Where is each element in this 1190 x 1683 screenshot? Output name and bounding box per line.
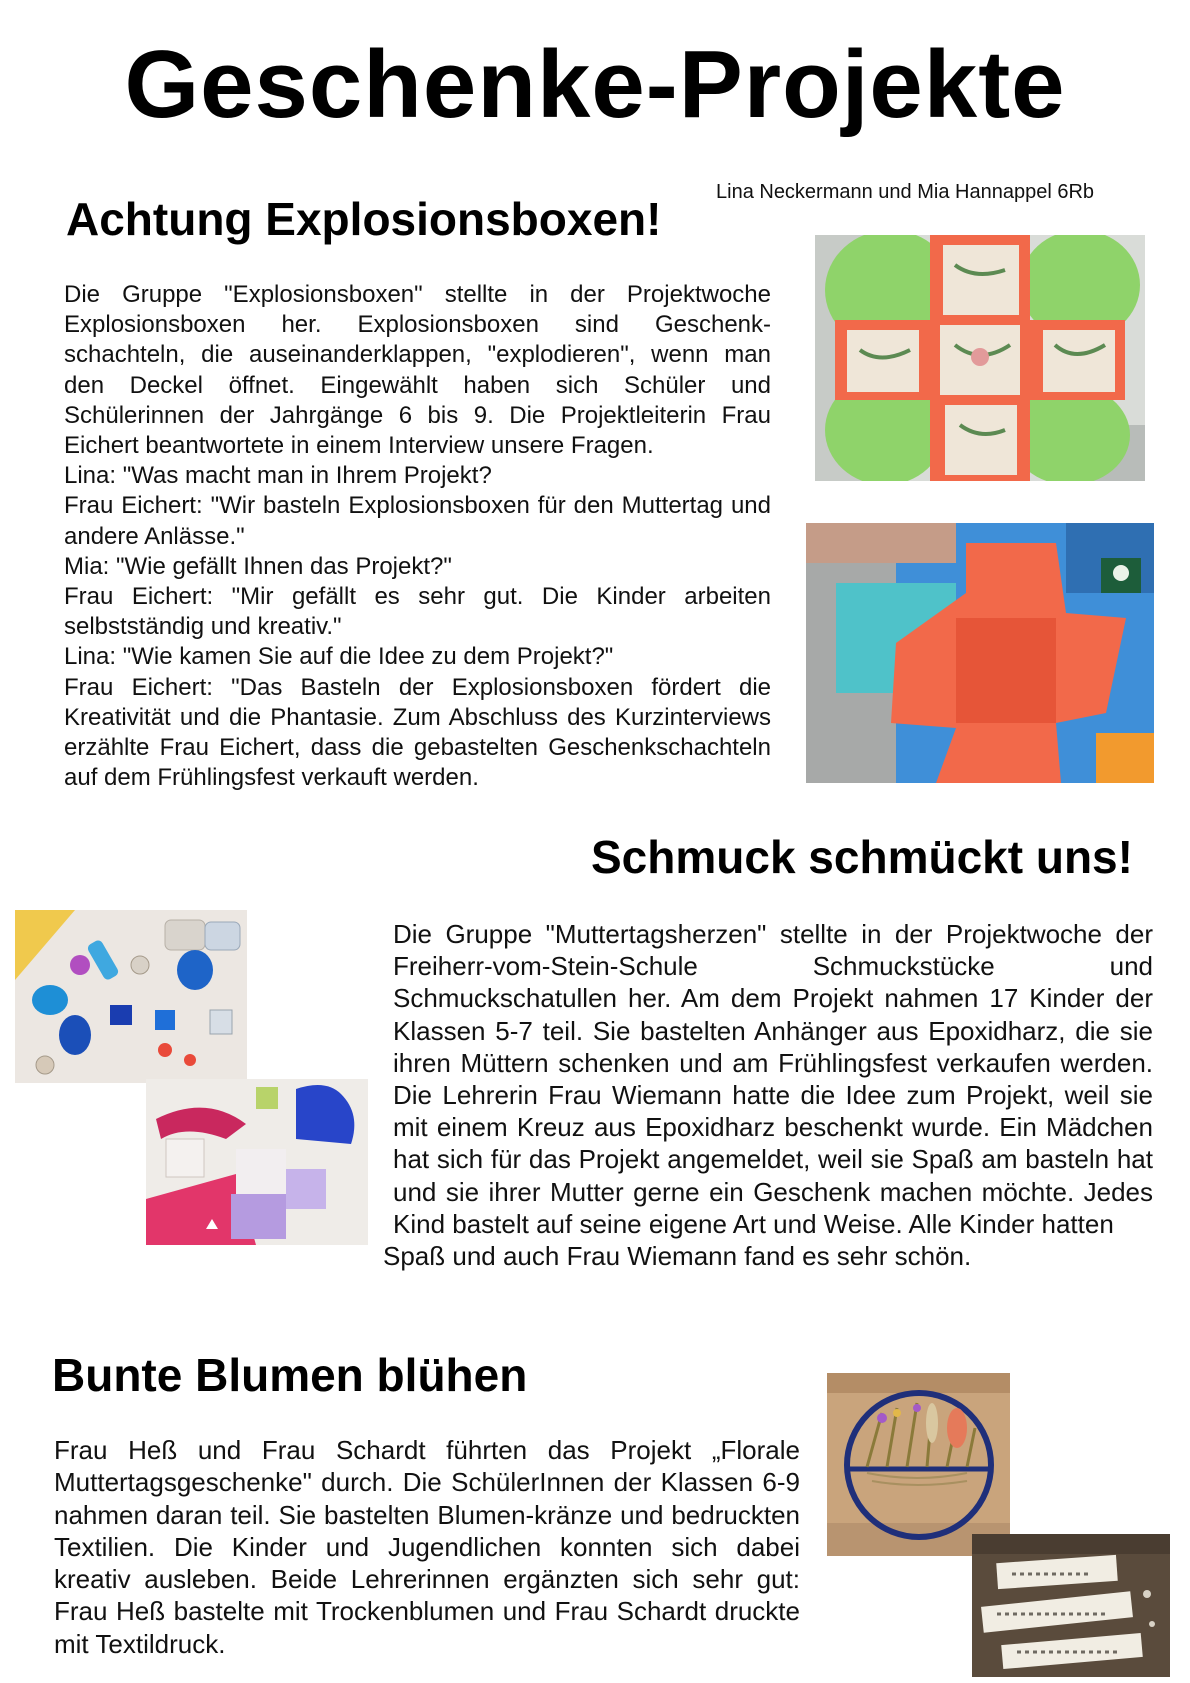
- explosion-box-photo-green: [815, 235, 1145, 481]
- article-body-explosionsboxen: [64, 280, 771, 793]
- jewelry-boxes-photo: [146, 1079, 368, 1245]
- article-heading-schmuck: Schmuck schmückt uns!: [591, 831, 1133, 883]
- textile-print-photo: [972, 1534, 1170, 1677]
- paragraph: Die Gruppe "Explosionsboxen" stellte in der Projektwoche Explosionsboxen her. Explosionsboxen sind Geschenk-schachteln, die auseinanderklappen, "explodieren", wenn man den Deckel öffnet. Eingewählt haben sich Schüler und Schülerinnen der Jahrgänge 6 bis 9. Die Projektleiterin Frau Eichert beantwortete in einem Interview unsere Fragen.: [64, 281, 771, 460]
- paragraph: Die Gruppe "Muttertagsherzen" stellte in der Projektwoche der Freiherr-vom-Stein-Schule Schmuckstücke und Schmuckschatullen her. Am dem Projekt nahmen 17 Kinder der Klassen 5-7 teil. Sie bastelten Anhänger aus Epoxidharz, die sie ihren Müttern schenken und am Frühlingsfest verkaufen werden. Die Lehrerin Frau Wiemann hatte die Idee zum Projekt, weil sie mit einem Kreuz aus Epoxidharz beschenkt wurde. Ein Mädchen hat sich für das Projekt angemeldet, weil sie Spaß am basteln hat und sie ihrer Mutter gerne ein Geschenk machen möchte. Jedes Kind bastelt auf seine eigene Art und Weise. Alle Kinder hatten: [393, 919, 1153, 1239]
- author-byline: Lina Neckermann und Mia Hannappel 6Rb: [716, 181, 1095, 203]
- paragraph: Lina: "Wie kamen Sie auf die Idee zu dem Projekt?": [64, 643, 614, 671]
- article-heading-explosionsboxen: Achtung Explosionsboxen!: [66, 193, 662, 245]
- paragraph: Mia: "Wie gefällt Ihnen das Projekt?": [64, 552, 452, 580]
- epoxy-jewelry-photo: [15, 910, 247, 1083]
- paragraph: Frau Heß und Frau Schardt führten das Projekt „Florale Muttertagsgeschenke" durch. Die SchülerInnen der Klassen 6-9 nahmen daran teil. Sie bastelten Blumen-kränze und bedruckten Textilien. Die Kinder und Jugendlichen konnten sich dabei kreativ ausleben. Beide Lehrerinnen ergänzten sich sehr gut: Frau Heß bastelte mit Trockenblumen und Frau Schardt druckte mit Textildruck.: [54, 1435, 800, 1659]
- paragraph: Frau Eichert: "Mir gefällt es sehr gut. Die Kinder arbeiten selbstständig und kreativ.": [64, 583, 771, 641]
- paragraph: Spaß und auch Frau Wiemann fand es sehr schön.: [383, 1241, 972, 1272]
- article-body-blumen: [54, 1434, 800, 1660]
- article-heading-blumen: Bunte Blumen blühen: [52, 1349, 528, 1401]
- article-body-schmuck: [383, 918, 1153, 1272]
- paragraph: Frau Eichert: "Das Basteln der Explosionsboxen fördert die Kreativität und die Phantasie. Zum Abschluss des Kurzinterviews erzählte Frau Eichert, dass die gebastelten Geschenkschachteln auf dem Frühlingsfest verkauft werden.: [64, 673, 771, 792]
- flower-wreath-photo: [827, 1373, 1010, 1556]
- page-title: Geschenke-Projekte: [124, 31, 1066, 138]
- explosion-box-photo-orange: [806, 523, 1154, 783]
- paragraph: Lina: "Was macht man in Ihrem Projekt?: [64, 462, 492, 490]
- paragraph: Frau Eichert: "Wir basteln Explosionsboxen für den Muttertag und andere Anlässe.": [64, 492, 771, 550]
